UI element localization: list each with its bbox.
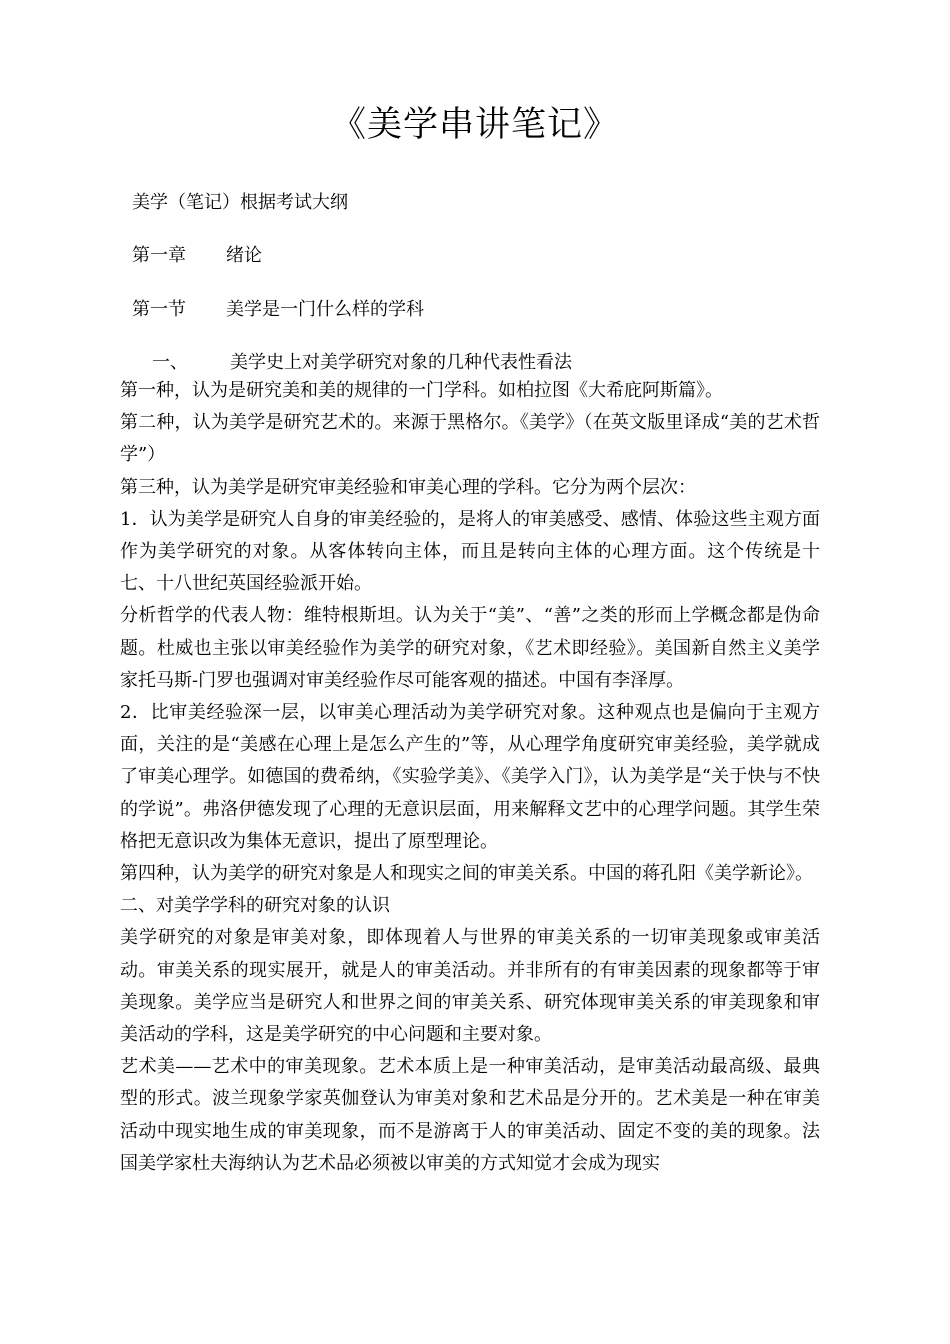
chapter-name: 绪论 (226, 245, 262, 266)
chapter-number: 第一章 (132, 245, 186, 266)
section-name: 美学是一门什么样的学科 (226, 299, 424, 320)
paragraph: 1．认为美学是研究人自身的审美经验的，是将人的审美感受、感情、体验这些主观方面作为美学研究的对象。从客体转向主体，而且是转向主体的心理方面。这个传统是十七、十八世纪英国经验派开始。 (120, 508, 820, 595)
paragraph: 第四种，认为美学的研究对象是人和现实之间的审美关系。中国的蒋孔阳《美学新论》。 (120, 863, 813, 885)
document-subtitle: 美学（笔记）根据考试大纲 (132, 192, 348, 213)
section-heading (132, 296, 424, 324)
section-heading-2: 二、对美学学科的研究对象的认识 (120, 895, 390, 917)
document-title: 《美学串讲笔记》 (330, 105, 619, 145)
subsection-name: 美学史上对美学研究对象的几种代表性看法 (230, 352, 572, 373)
paragraph: 美学研究的对象是审美对象，即体现着人与世界的审美关系的一切审美现象或审美活动。审美关系的现实展开，就是人的审美活动。并非所有的有审美因素的现象都等于审美现象。美学应当是研究人和世界之间的审美关系、研究体现审美关系的审美现象和审美活动的学科，这是美学研究的中心问题和主要对象。 (120, 927, 820, 1046)
subsection-heading (152, 349, 572, 377)
paragraph: 第三种，认为美学是研究审美经验和审美心理的学科。它分为两个层次： (120, 476, 696, 498)
paragraph: 艺术美——艺术中的审美现象。艺术本质上是一种审美活动，是审美活动最高级、最典型的形式。波兰现象学家英伽登认为审美对象和艺术品是分开的。艺术美是一种在审美活动中现实地生成的审美现象，而不是游离于人的审美活动、固定不变的美的现象。法国美学家杜夫海纳认为艺术品必须被以审美的方式知觉才会成为现实 (120, 1056, 820, 1174)
paragraph: 2．比审美经验深一层，以审美心理活动为美学研究对象。这种观点也是偏向于主观方面，关注的是“美感在心理上是怎么产生的”等，从心理学角度研究审美经验，美学就成了审美心理学。如德国的费希纳，《实验学美》、《美学入门》，认为美学是“关于快与不快的学说”。弗洛伊德发现了心理的无意识层面，用来解释文艺中的心理学问题。其学生荣格把无意识改为集体无意识，提出了原型理论。 (120, 702, 820, 852)
chapter-heading (132, 242, 262, 270)
paragraph: 第一种，认为是研究美和美的规律的一门学科。如柏拉图《大希庇阿斯篇》。 (120, 380, 723, 401)
section-number: 第一节 (132, 299, 186, 320)
subsection-number: 一、 (152, 352, 188, 373)
paragraph: 第二种，认为美学是研究艺术的。来源于黑格尔。《美学》（在英文版里译成“美的艺术哲学”） (120, 412, 820, 466)
document-body (120, 375, 820, 1225)
paragraph: 分析哲学的代表人物：维特根斯坦。认为关于“美”、“善”之类的形而上学概念都是伪命题。杜威也主张以审美经验作为美学的研究对象，《艺术即经验》。美国新自然主义美学家托马斯-门罗也强调对审美经验作尽可能客观的描述。中国有李泽厚。 (120, 605, 820, 691)
